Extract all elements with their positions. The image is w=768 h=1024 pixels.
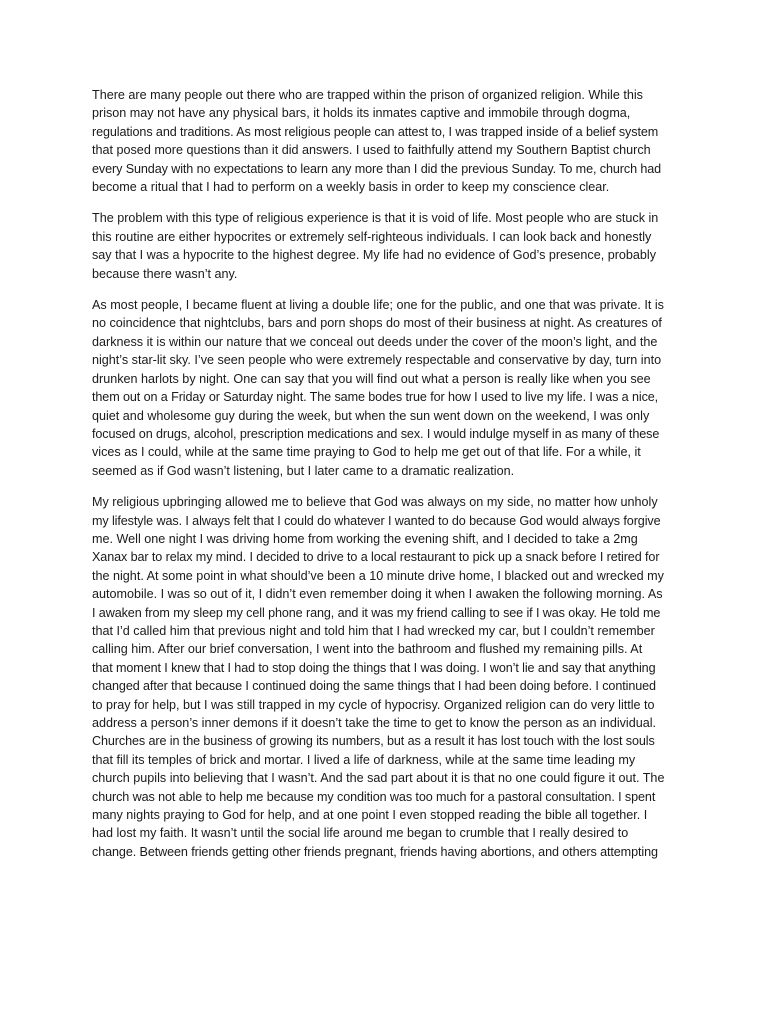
text-line: say that I was a hypocrite to the highest degree. My life had no evidence of God’s presence, probably [92,248,657,263]
text-line: regulations and traditions. As most religious people can attest to, I was trapped inside of a belief system [92,124,659,139]
text-line: address a person’s inner demons if it doesn’t take the time to get to know the person as an individual. [92,716,657,730]
text-line: church pupils into believing that I wasn’t. And the sad part about it is that no one could figure it out. The [92,771,665,786]
document-body [92,86,664,874]
text-line: The problem with this type of religious experience is that it is void of life. Most people who are stuck in [92,211,659,226]
paragraph-2 [92,209,664,283]
text-line: no coincidence that nightclubs, bars and porn shops do most of their business at night. As creatures of [92,316,662,331]
text-line: calling him. After our brief conversation, I went into the bathroom and flushed my remaining pills. At [92,642,643,657]
text-line: church was not able to help me because my condition was too much for a pastoral consultation. I spent [92,789,656,804]
text-line: me. Well one night I was driving home from working the evening shift, and I decided to take a 2mg [92,531,638,546]
text-line: change. Between friends getting other friends pregnant, friends having abortions, and others attempting [92,844,658,859]
text-line: drunken harlots by night. One can say that you will find out what a person is really like when you see [92,371,651,386]
paragraph-3 [92,296,664,480]
text-line: I awaken from my sleep my cell phone rang, and it was my friend calling to see if I was okay. He told me [92,605,661,620]
text-line: my lifestyle was. I always felt that I could do whatever I wanted to do because God would always forgive [92,513,661,528]
text-line: them out on a Friday or Saturday night. The same bodes true for how I used to live my life. I was a nice, [92,390,659,405]
text-line: focused on drugs, alcohol, prescription medications and sex. I would indulge myself in as many of these [92,426,660,441]
text-line: automobile. I was so out of it, I didn’t even remember doing it when I awaken the following morning. As [92,587,663,602]
paragraph-1 [92,86,664,196]
text-line: the night. At some point in what should’ve been a 10 minute drive home, I blacked out and wrecked my [92,568,664,583]
text-line: prison may not have any physical bars, it holds its inmates captive and immobile through dogma, [92,106,631,121]
text-line: had lost my faith. It wasn’t until the social life around me began to crumble that I really desired to [92,826,629,841]
text-line: many nights praying to God for help, and at one point I even stopped reading the bible all together. I [92,808,648,823]
text-line: that moment I knew that I had to stop doing the things that I was doing. I won’t lie and say that anything [92,660,656,675]
text-line: to pray for help, but I was still trapped in my cycle of hypocrisy. Organized religion can do very little to [92,697,655,712]
paragraph-4 [92,493,664,861]
text-line: become a ritual that I had to perform on a weekly basis in order to keep my conscience clear. [92,180,610,195]
text-line: because there wasn’t any. [92,266,238,281]
text-line: Xanax bar to relax my mind. I decided to drive to a local restaurant to pick up a snack before I retired for [92,550,660,565]
text-line: that I’d called him that previous night and told him that I had wrecked my car, but I couldn’t remember [92,623,655,638]
text-line: changed after that because I continued doing the same things that I had been doing before. I continued [92,679,656,694]
text-line: this routine are either hypocrites or extremely self-righteous individuals. I can look back and honestly [92,229,652,244]
text-line: that fill its temples of brick and mortar. I lived a life of darkness, while at the same time leading my [92,752,636,767]
text-line: As most people, I became fluent at living a double life; one for the public, and one that was private. It is [92,298,664,313]
text-line: night’s star-lit sky. I’ve seen people who were extremely respectable and conservative by day, turn into [92,353,662,368]
text-line: Churches are in the business of growing its numbers, but as a result it has lost touch with the lost souls [92,734,655,749]
text-line: every Sunday with no expectations to learn any more than I did the previous Sunday. To me, church had [92,161,662,176]
text-line: seemed as if God wasn’t listening, but I later came to a dramatic realization. [92,463,515,478]
text-line: There are many people out there who are trapped within the prison of organized religion. While this [92,88,643,102]
text-line: darkness it is within our nature that we conceal out deeds under the cover of the moon’s light, and the [92,334,658,349]
text-line: quiet and wholesome guy during the week, but when the sun went down on the weekend, I was only [92,408,650,423]
text-line: My religious upbringing allowed me to believe that God was always on my side, no matter how unholy [92,495,658,510]
text-line: that posed more questions than it did answers. I used to faithfully attend my Southern Baptist church [92,143,651,158]
text-line: vices as I could, while at the same time praying to God to help me get out of that life. For a while, it [92,445,641,460]
